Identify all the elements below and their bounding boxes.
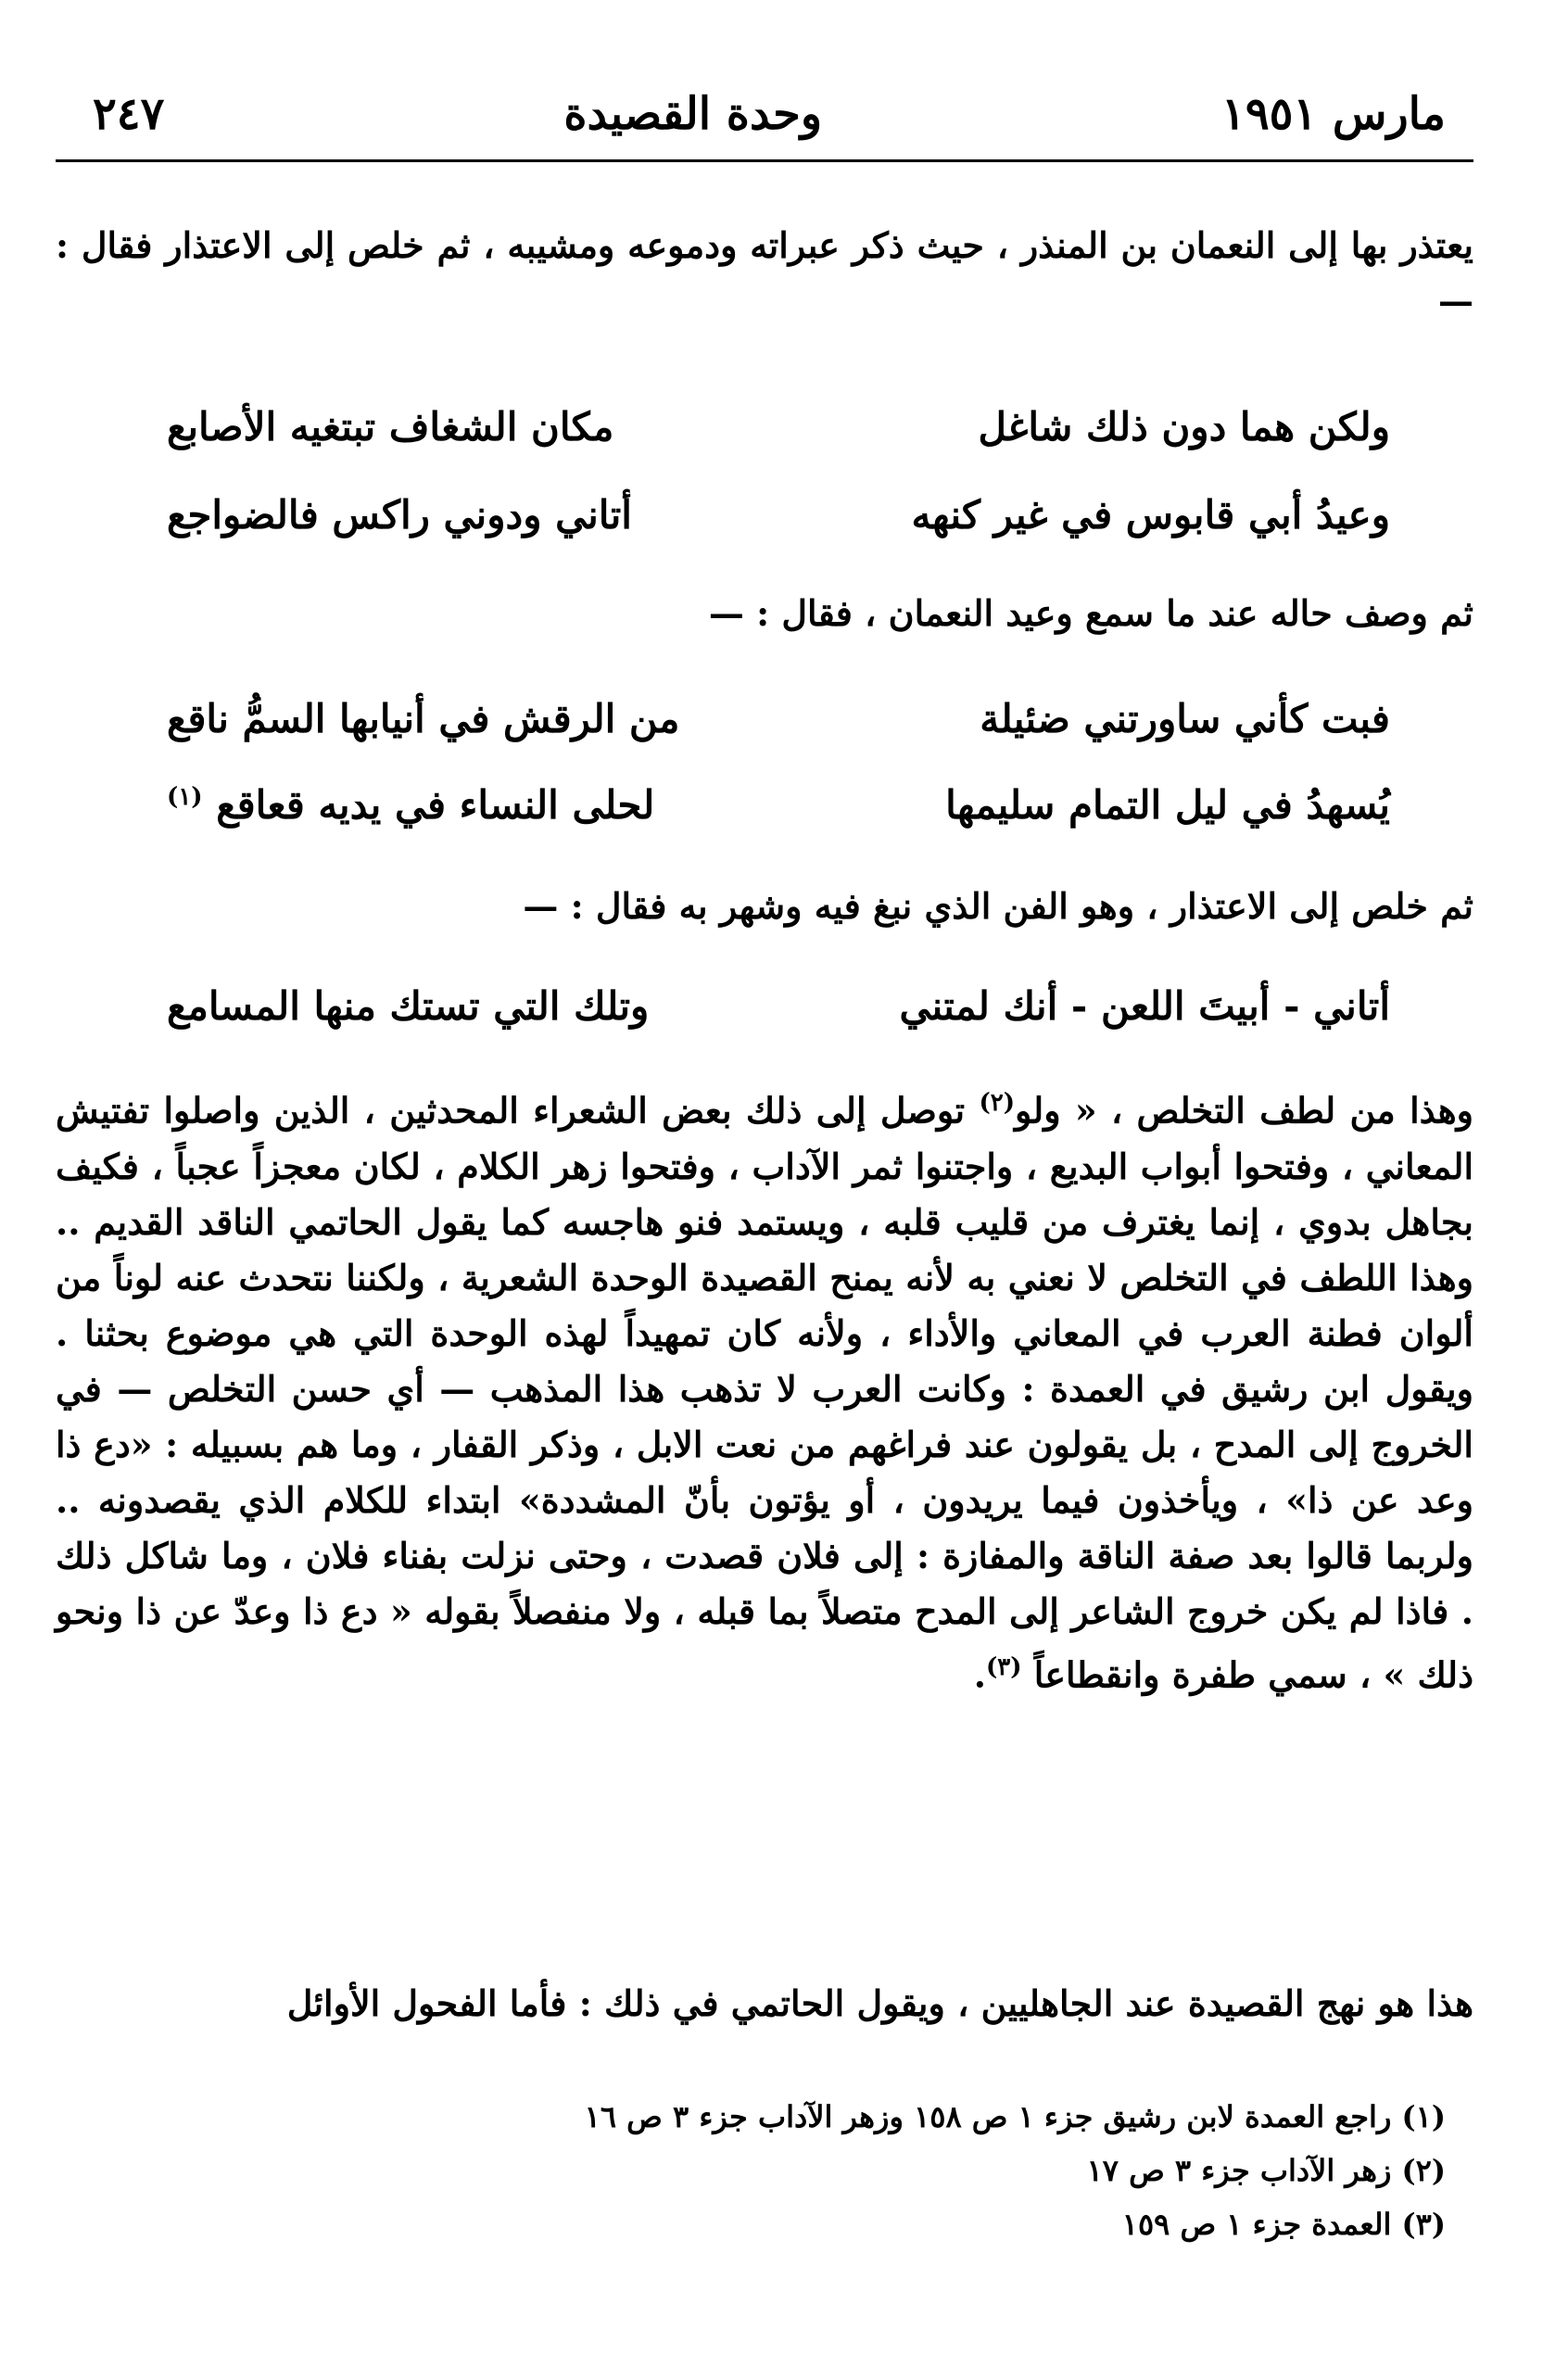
verse-second-hemistich: من الرقش في أنيابها السمُّ ناقع (167, 695, 680, 741)
footnotes (56, 2090, 1473, 2251)
footnote-1: (١) راجع العمدة لابن رشيق جزء ١ ص ١٥٨ وزهر الآداب جزء ٣ ص ١٦ (584, 2099, 1446, 2134)
verse-text: لحلى النساء في يديه قعاقع (216, 781, 655, 828)
paragraph-text: ثم خلص إلى الاعتذار ، وهو الفن الذي نبغ فيه وشهر به فقال : — (523, 885, 1473, 927)
verse-second-hemistich (167, 782, 654, 828)
verse-first-hemistich: وعيدُ أبي قابوس في غير كنهه (911, 491, 1390, 538)
paragraph-text: . (973, 1653, 986, 1696)
header-divider (56, 159, 1473, 162)
page-header (93, 82, 1446, 146)
verse-line-2 (167, 477, 1390, 551)
footnote-marker: (٣) (985, 1652, 1022, 1681)
paragraph-text: ثم وصف حاله عند ما سمع وعيد النعمان ، فقال : — (708, 592, 1473, 634)
verse-line-1 (167, 389, 1390, 463)
verse-second-hemistich: وتلك التي تستك منها المسامع (167, 982, 650, 1029)
footnote-2: (٢) زهر الآداب جزء ٣ ص ١٧ (1086, 2153, 1446, 2188)
paragraph-intro (56, 218, 1473, 329)
footnote-marker: (٢) (979, 1089, 1016, 1117)
header-page-number: ٢٤٧ (93, 88, 165, 140)
header-date: مارس ١٩٥١ (1221, 88, 1446, 140)
verse-second-hemistich: أتاني ودوني راكس فالضواجع (167, 491, 632, 538)
paragraph-transition-1 (56, 586, 1473, 641)
paragraph-text: توصل إلى ذلك بعض الشعراء المحدثين ، الذين واصلوا تفتيش المعاني ، وفتحوا أبواب البديع ، واجتنوا ثمر الآداب ، وفتحوا زهر الكلام ، لكان معجزاً عجباً ، فكيف بجاهل بدوي ، إنما يغترف من قليب قلبه ، ويستمد فنو هاجسه كما يقول الحاتمي الناقد القديم .. وهذا اللطف في التخلص لا نعني به لأنه يمنح القصيدة الوحدة الشعرية ، ولكننا نتحدث عنه لوناً من ألوان فطنة العرب في المعاني والأداء ، ولأنه كان تمهيداً لهذه الوحدة التي هي موضوع بحثنا . ويقول ابن رشيق في العمدة : وكانت العرب لا تذهب هذا المذهب — أي حسن التخلص — في الخروج إلى المدح ، بل يقولون عند فراغهم من نعت الابل ، وذكر القفار ، وما هم بسبيله : «دع ذا وعد عن ذا» ، ويأخذون فيما يريدون ، أو يؤتون بأنّ المشددة» ابتداء للكلام الذي يقصدونه .. ولربما قالوا بعد صفة الناقة والمفازة : إلى فلان قصدت ، وحتى نزلت بفناء فلان ، وما شاكل ذلك . فاذا لم يكن خروج الشاعر إلى المدح متصلاً بما قبله ، ولا منفصلاً بقوله « دع ذا وعدّ عن ذا ونحو ذلك » ، سمي طفرة وانقطاعاً (56, 1089, 1473, 1696)
paragraph-transition-2 (56, 879, 1473, 934)
footnote-marker: (١) (167, 782, 203, 811)
verse-first-hemistich: يُسهدُ في ليل التمام سليمها (945, 781, 1390, 828)
paragraph-closing (56, 1976, 1473, 2031)
verse-line-5 (167, 968, 1390, 1043)
verse-second-hemistich: مكان الشغاف تبتغيه الأصابع (167, 403, 614, 449)
footnote-3: (٣) العمدة جزء ١ ص ١٥٩ (1121, 2207, 1446, 2242)
verse-first-hemistich: فبت كأني ساورتني ضئيلة (980, 695, 1390, 741)
verse-first-hemistich: أتاني - أبيتَ اللعن - أنك لمتني (899, 982, 1390, 1029)
paragraph-text: هذا هو نهج القصيدة عند الجاهليين ، ويقول الحاتمي في ذلك : فأما الفحول الأوائل (286, 1982, 1473, 2024)
paragraph-main (56, 1075, 1473, 1702)
header-title: وحدة القصيدة (563, 88, 822, 140)
verse-first-hemistich: ولكن هما دون ذلك شاغل (978, 403, 1390, 449)
paragraph-text: يعتذر بها إلى النعمان بن المنذر ، حيث ذكر عبراته ودموعه ومشيبه ، ثم خلص إلى الاعتذار فقال : — (56, 224, 1473, 322)
paragraph-text: وهذا من لطف التخلص ، « ولو (1015, 1089, 1473, 1132)
verse-line-4 (167, 767, 1390, 842)
verse-line-3 (167, 681, 1390, 755)
